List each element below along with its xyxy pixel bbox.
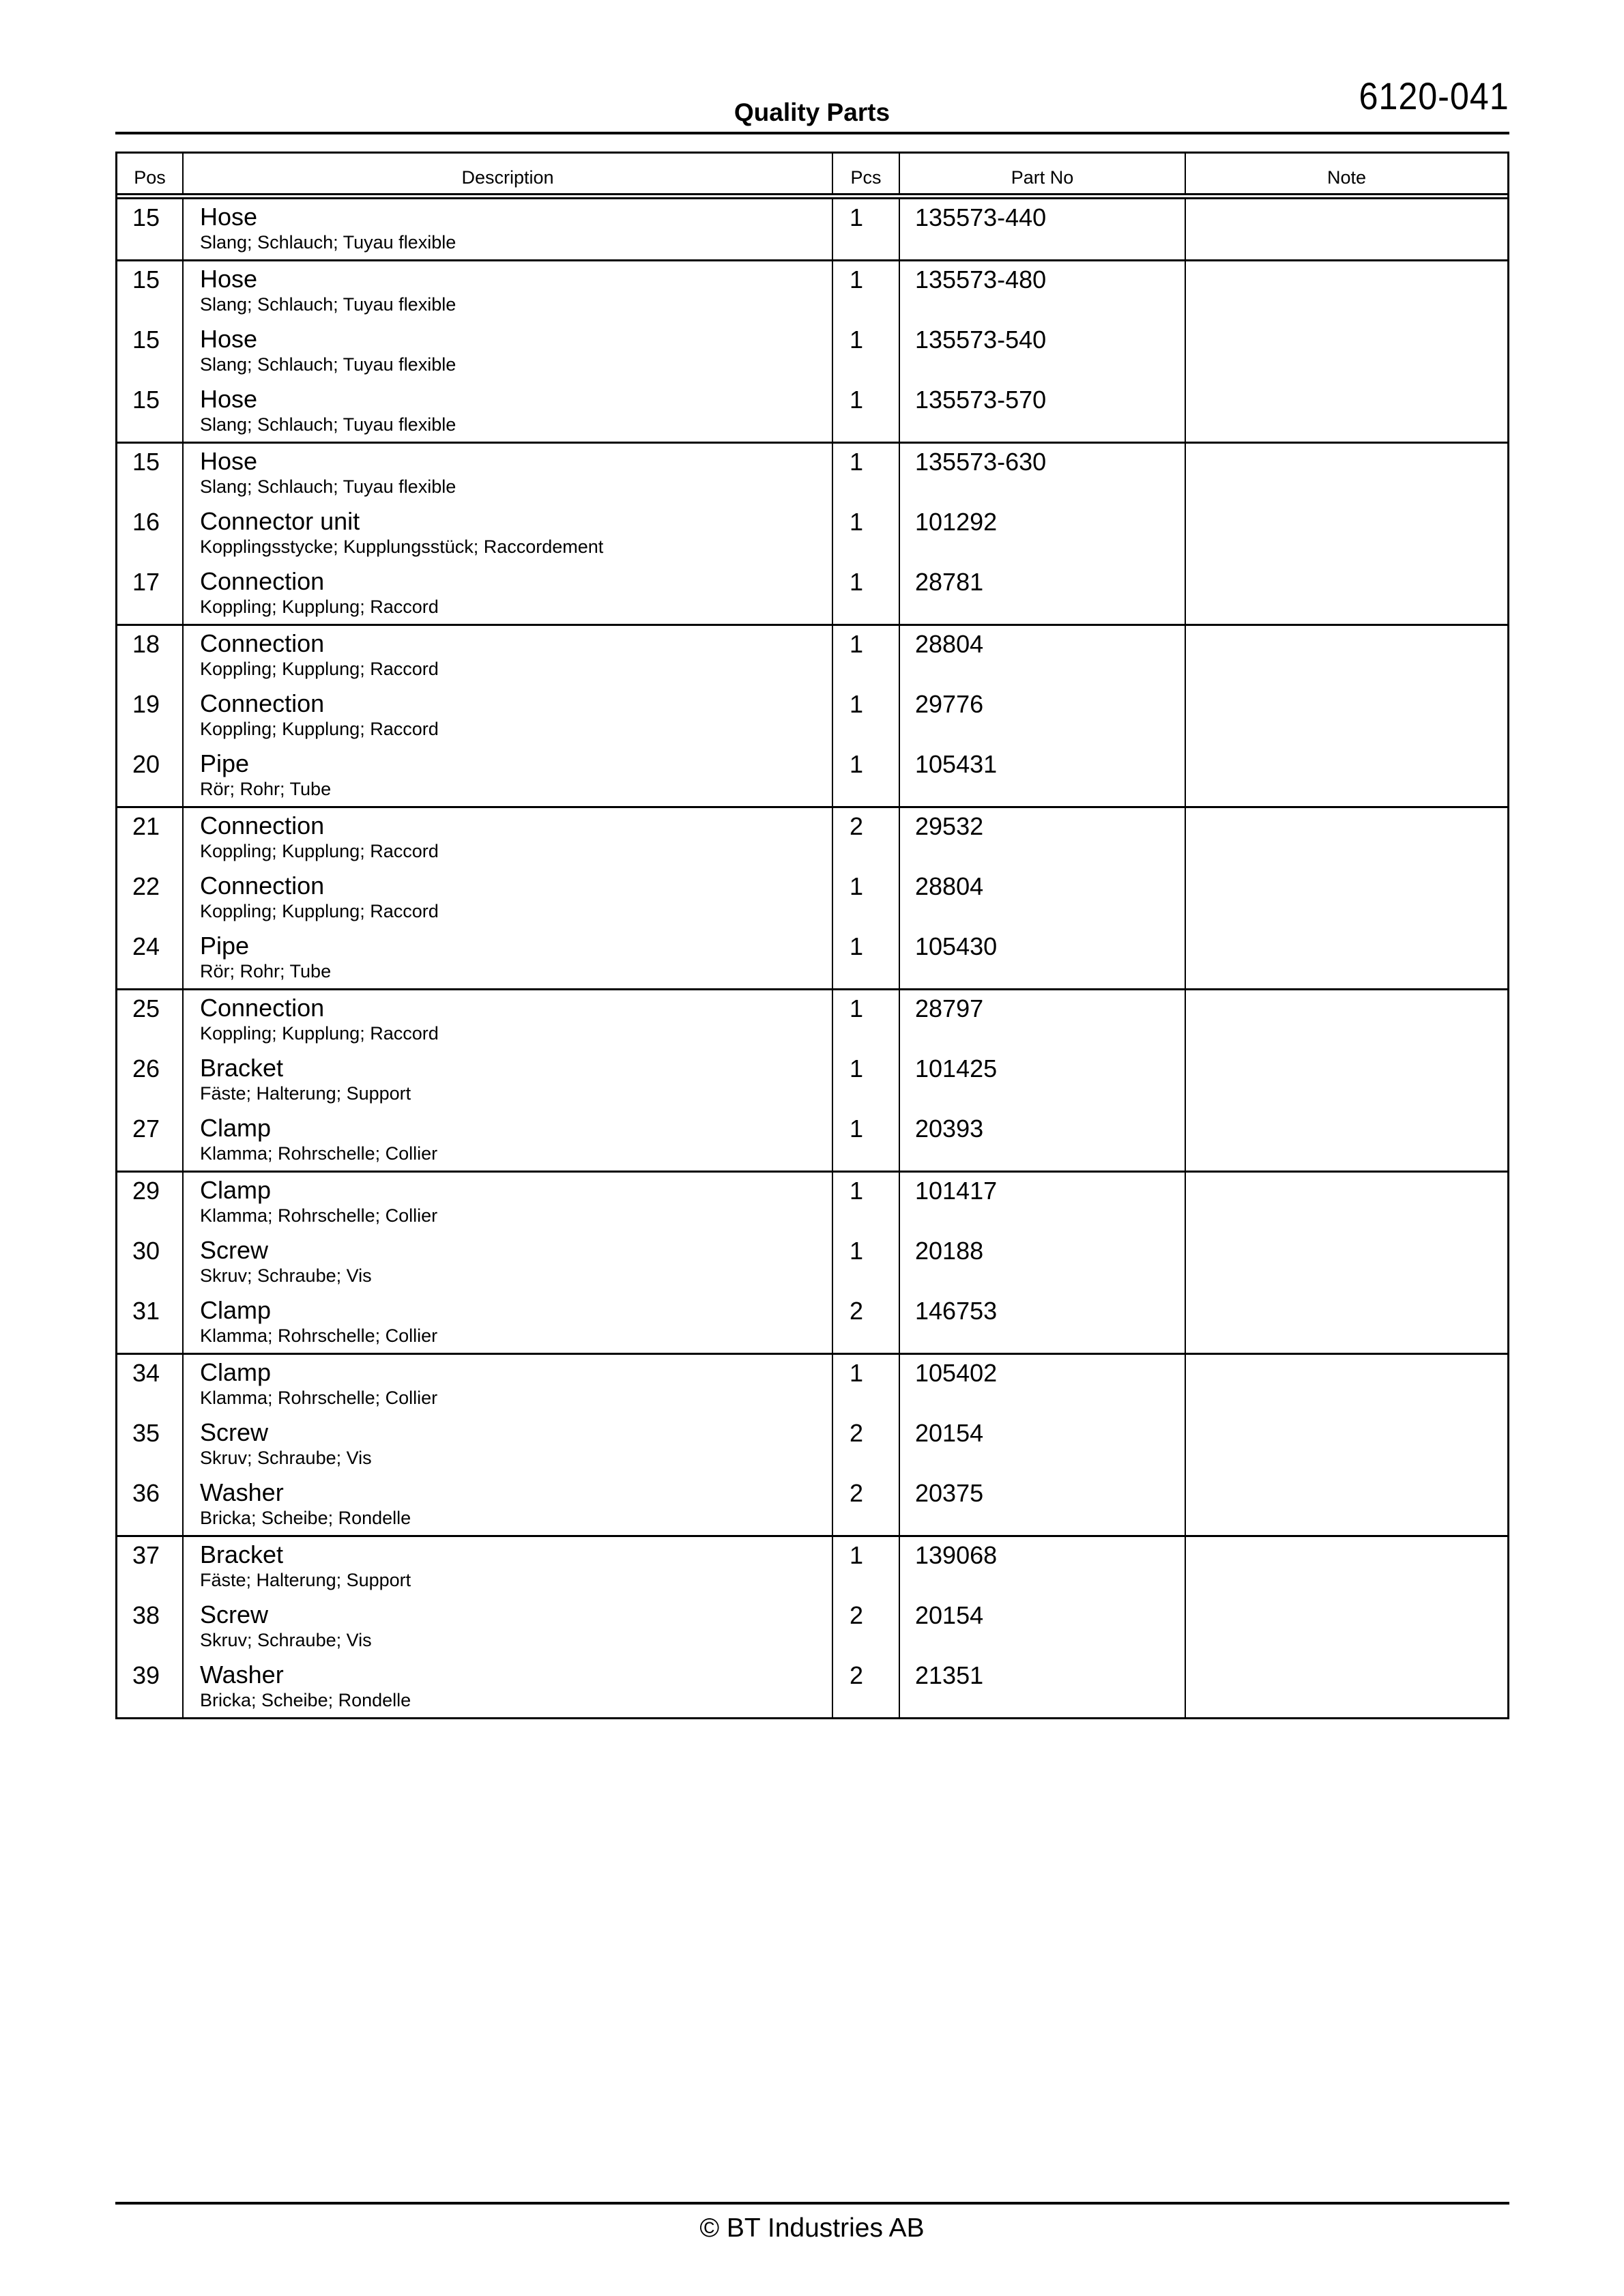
part-name: Bracket [200,1540,284,1568]
cell-pcs: 1 [850,266,864,293]
pos-column [117,1355,184,1535]
cell-pcs: 1 [850,326,864,354]
part-name: Connection [200,872,325,900]
part-no-column [900,199,1186,259]
cell-pcs: 1 [850,508,864,536]
cell-note [1186,1173,1507,1233]
cell-pos: 20 [132,750,160,778]
cell-description [184,626,832,686]
cell-description [184,808,832,868]
pcs-column [833,1173,900,1353]
cell-description [184,928,832,988]
cell-note [1186,1233,1507,1293]
part-name: Hose [200,203,258,231]
part-translation: Skruv; Schraube; Vis [200,1265,372,1286]
cell-pos: 15 [132,386,160,414]
cell-note [1186,382,1507,442]
cell-pcs: 2 [850,1601,864,1629]
cell-pos: 18 [132,630,160,658]
part-name: Connection [200,689,325,717]
cell-pcs: 1 [850,750,864,778]
cell-description [184,746,832,806]
cell-note [1186,444,1507,504]
pos-column [117,444,184,624]
part-name: Screw [200,1236,269,1264]
part-translation: Slang; Schlauch; Tuyau flexible [200,354,456,375]
part-name: Connection [200,629,325,657]
cell-part-no: 105431 [915,750,998,778]
cell-pos: 39 [132,1661,160,1689]
cell-pcs: 1 [850,203,864,231]
cell-note [1186,564,1507,624]
cell-note [1186,1597,1507,1657]
part-name: Washer [200,1478,284,1506]
cell-pcs: 2 [850,1479,864,1507]
part-translation: Koppling; Kupplung; Raccord [200,1023,439,1044]
cell-note [1186,990,1507,1050]
pos-column [117,808,184,988]
column-header-note: Note [1326,167,1367,188]
cell-note [1186,1110,1507,1171]
cell-pcs: 1 [850,932,864,960]
cell-pos: 15 [132,203,160,231]
part-translation: Rör; Rohr; Tube [200,779,332,799]
part-name: Connection [200,567,325,595]
pos-column [117,199,184,259]
pcs-column [833,199,900,259]
part-name: Pipe [200,932,250,960]
parts-table [115,152,1509,1719]
pcs-column [833,444,900,624]
cell-note [1186,1050,1507,1110]
cell-part-no: 101425 [915,1054,998,1082]
cell-pos: 15 [132,448,160,476]
cell-pos: 35 [132,1419,160,1447]
cell-description [184,1173,832,1233]
cell-description [184,1597,832,1657]
cell-description [184,1293,832,1353]
description-column [184,990,833,1171]
part-no-column [900,1355,1186,1535]
cell-part-no: 101292 [915,508,998,536]
cell-pos: 27 [132,1115,160,1143]
cell-part-no: 28781 [915,568,984,596]
pos-column [117,1537,184,1717]
cell-note [1186,1537,1507,1597]
cell-pcs: 2 [850,1661,864,1689]
cell-description [184,868,832,928]
part-name: Clamp [200,1358,272,1386]
row-group [117,261,1507,444]
column-header-pos: Pos [117,154,184,193]
cell-pos: 19 [132,690,160,718]
cell-note [1186,261,1507,321]
cell-pos: 24 [132,932,160,960]
part-translation: Rör; Rohr; Tube [200,961,332,981]
note-column [1186,1355,1507,1535]
cell-pos: 21 [132,812,160,840]
part-name: Clamp [200,1176,272,1204]
row-group [117,808,1507,990]
part-name: Connection [200,994,325,1022]
cell-part-no: 105402 [915,1359,998,1387]
cell-part-no: 101417 [915,1177,998,1205]
cell-note [1186,1355,1507,1415]
description-column [184,444,833,624]
cell-note [1186,504,1507,564]
cell-part-no: 29776 [915,690,984,718]
cell-part-no: 28797 [915,994,984,1022]
part-no-column [900,261,1186,442]
cell-part-no: 20188 [915,1237,984,1265]
cell-pos: 22 [132,872,160,900]
part-translation: Klamma; Rohrschelle; Collier [200,1325,438,1346]
cell-pos: 26 [132,1054,160,1082]
cell-part-no: 146753 [915,1297,998,1325]
pos-column [117,1173,184,1353]
row-group [117,1173,1507,1355]
cell-part-no: 135573-630 [915,448,1047,476]
part-name: Washer [200,1661,284,1689]
cell-part-no: 135573-440 [915,203,1047,231]
cell-note [1186,1415,1507,1475]
part-no-column [900,1173,1186,1353]
cell-note [1186,1657,1507,1717]
cell-pos: 29 [132,1177,160,1205]
cell-pcs: 1 [850,630,864,658]
cell-pcs: 1 [850,1359,864,1387]
cell-pcs: 1 [850,386,864,414]
part-name: Bracket [200,1054,284,1082]
pcs-column [833,808,900,988]
cell-note [1186,321,1507,382]
cell-description [184,261,832,321]
cell-part-no: 29532 [915,812,984,840]
description-column [184,1537,833,1717]
cell-pos: 15 [132,326,160,354]
cell-pos: 36 [132,1479,160,1507]
part-translation: Klamma; Rohrschelle; Collier [200,1143,438,1164]
note-column [1186,199,1507,259]
part-translation: Kopplingsstycke; Kupplungsstück; Raccordement [200,536,604,557]
part-translation: Klamma; Rohrschelle; Collier [200,1205,438,1226]
cell-note [1186,808,1507,868]
part-translation: Slang; Schlauch; Tuyau flexible [200,294,456,315]
part-no-column [900,1537,1186,1717]
cell-description [184,1657,832,1717]
cell-description [184,1537,832,1597]
note-column [1186,990,1507,1171]
part-name: Connector unit [200,507,360,535]
page-title: Quality Parts [734,98,890,126]
cell-note [1186,1475,1507,1535]
pos-column [117,990,184,1171]
cell-part-no: 139068 [915,1541,998,1569]
part-translation: Bricka; Scheibe; Rondelle [200,1508,411,1528]
part-translation: Klamma; Rohrschelle; Collier [200,1388,438,1408]
cell-description [184,199,832,259]
cell-pcs: 1 [850,448,864,476]
cell-note [1186,746,1507,806]
cell-pcs: 2 [850,1297,864,1325]
note-column [1186,1173,1507,1353]
cell-part-no: 20375 [915,1479,984,1507]
row-group [117,199,1507,261]
cell-description [184,1475,832,1535]
pos-column [117,626,184,806]
cell-pcs: 2 [850,1419,864,1447]
part-no-column [900,990,1186,1171]
cell-pos: 30 [132,1237,160,1265]
cell-description [184,504,832,564]
description-column [184,626,833,806]
cell-pcs: 1 [850,1237,864,1265]
note-column [1186,808,1507,988]
cell-description [184,1050,832,1110]
cell-part-no: 105430 [915,932,998,960]
cell-part-no: 20154 [915,1419,984,1447]
description-column [184,1355,833,1535]
note-column [1186,261,1507,442]
footer-divider [115,2202,1509,2205]
part-no-column [900,444,1186,624]
cell-description [184,1415,832,1475]
cell-pos: 37 [132,1541,160,1569]
row-group [117,1355,1507,1537]
cell-part-no: 21351 [915,1661,984,1689]
cell-pcs: 1 [850,1177,864,1205]
cell-note [1186,199,1507,259]
note-column [1186,444,1507,624]
part-name: Screw [200,1418,269,1446]
pcs-column [833,1537,900,1717]
cell-part-no: 135573-570 [915,386,1047,414]
header-divider [115,132,1509,134]
part-name: Hose [200,447,258,475]
note-column [1186,1537,1507,1717]
part-name: Hose [200,325,258,353]
cell-pcs: 2 [850,812,864,840]
cell-note [1186,928,1507,988]
cell-pcs: 1 [850,1115,864,1143]
cell-part-no: 135573-480 [915,266,1047,293]
part-translation: Skruv; Schraube; Vis [200,1448,372,1468]
row-group [117,444,1507,626]
cell-description [184,382,832,442]
table-body [117,199,1507,1717]
cell-part-no: 135573-540 [915,326,1047,354]
part-translation: Fäste; Halterung; Support [200,1570,411,1590]
cell-pcs: 1 [850,994,864,1022]
part-name: Connection [200,812,325,840]
cell-note [1186,686,1507,746]
cell-note [1186,626,1507,686]
part-translation: Koppling; Kupplung; Raccord [200,901,439,921]
pcs-column [833,261,900,442]
part-translation: Koppling; Kupplung; Raccord [200,719,439,739]
part-translation: Slang; Schlauch; Tuyau flexible [200,414,456,435]
part-translation: Koppling; Kupplung; Raccord [200,841,439,861]
description-column [184,1173,833,1353]
cell-pcs: 1 [850,872,864,900]
cell-pos: 38 [132,1601,160,1629]
part-name: Screw [200,1601,269,1628]
cell-pos: 31 [132,1297,160,1325]
description-column [184,261,833,442]
cell-description [184,686,832,746]
cell-description [184,1110,832,1171]
cell-pcs: 1 [850,690,864,718]
cell-description [184,321,832,382]
cell-pos: 17 [132,568,160,596]
table-header [117,154,1507,195]
row-group [117,990,1507,1173]
part-name: Clamp [200,1114,272,1142]
part-translation: Slang; Schlauch; Tuyau flexible [200,232,456,253]
description-column [184,808,833,988]
cell-pcs: 1 [850,568,864,596]
part-translation: Koppling; Kupplung; Raccord [200,659,439,679]
part-name: Hose [200,265,258,293]
pcs-column [833,1355,900,1535]
cell-pos: 25 [132,994,160,1022]
description-column [184,199,833,259]
cell-pcs: 1 [850,1541,864,1569]
cell-part-no: 20154 [915,1601,984,1629]
cell-pos: 34 [132,1359,160,1387]
cell-part-no: 28804 [915,630,984,658]
cell-description [184,564,832,624]
cell-part-no: 20393 [915,1115,984,1143]
cell-pos: 15 [132,266,160,293]
document-number: 6120-041 [1359,74,1509,117]
pos-column [117,261,184,442]
cell-part-no: 28804 [915,872,984,900]
part-translation: Bricka; Scheibe; Rondelle [200,1690,411,1710]
part-no-column [900,808,1186,988]
pcs-column [833,626,900,806]
column-header-pcs: Pcs [833,154,900,193]
pcs-column [833,990,900,1171]
part-translation: Skruv; Schraube; Vis [200,1630,372,1650]
cell-description [184,1233,832,1293]
part-name: Pipe [200,749,250,777]
column-header-description: Description [184,154,833,193]
part-translation: Slang; Schlauch; Tuyau flexible [200,476,456,497]
cell-description [184,990,832,1050]
column-header-part-no: Part No [900,154,1186,193]
row-group [117,626,1507,808]
part-name: Hose [200,385,258,413]
cell-description [184,444,832,504]
cell-note [1186,1293,1507,1353]
part-name: Clamp [200,1296,272,1324]
cell-description [184,1355,832,1415]
cell-pcs: 1 [850,1054,864,1082]
part-translation: Fäste; Halterung; Support [200,1083,411,1104]
note-column [1186,626,1507,806]
cell-pos: 16 [132,508,160,536]
copyright-footer: © BT Industries AB [699,2213,925,2243]
part-translation: Koppling; Kupplung; Raccord [200,597,439,617]
part-no-column [900,626,1186,806]
row-group [117,1537,1507,1717]
cell-note [1186,868,1507,928]
